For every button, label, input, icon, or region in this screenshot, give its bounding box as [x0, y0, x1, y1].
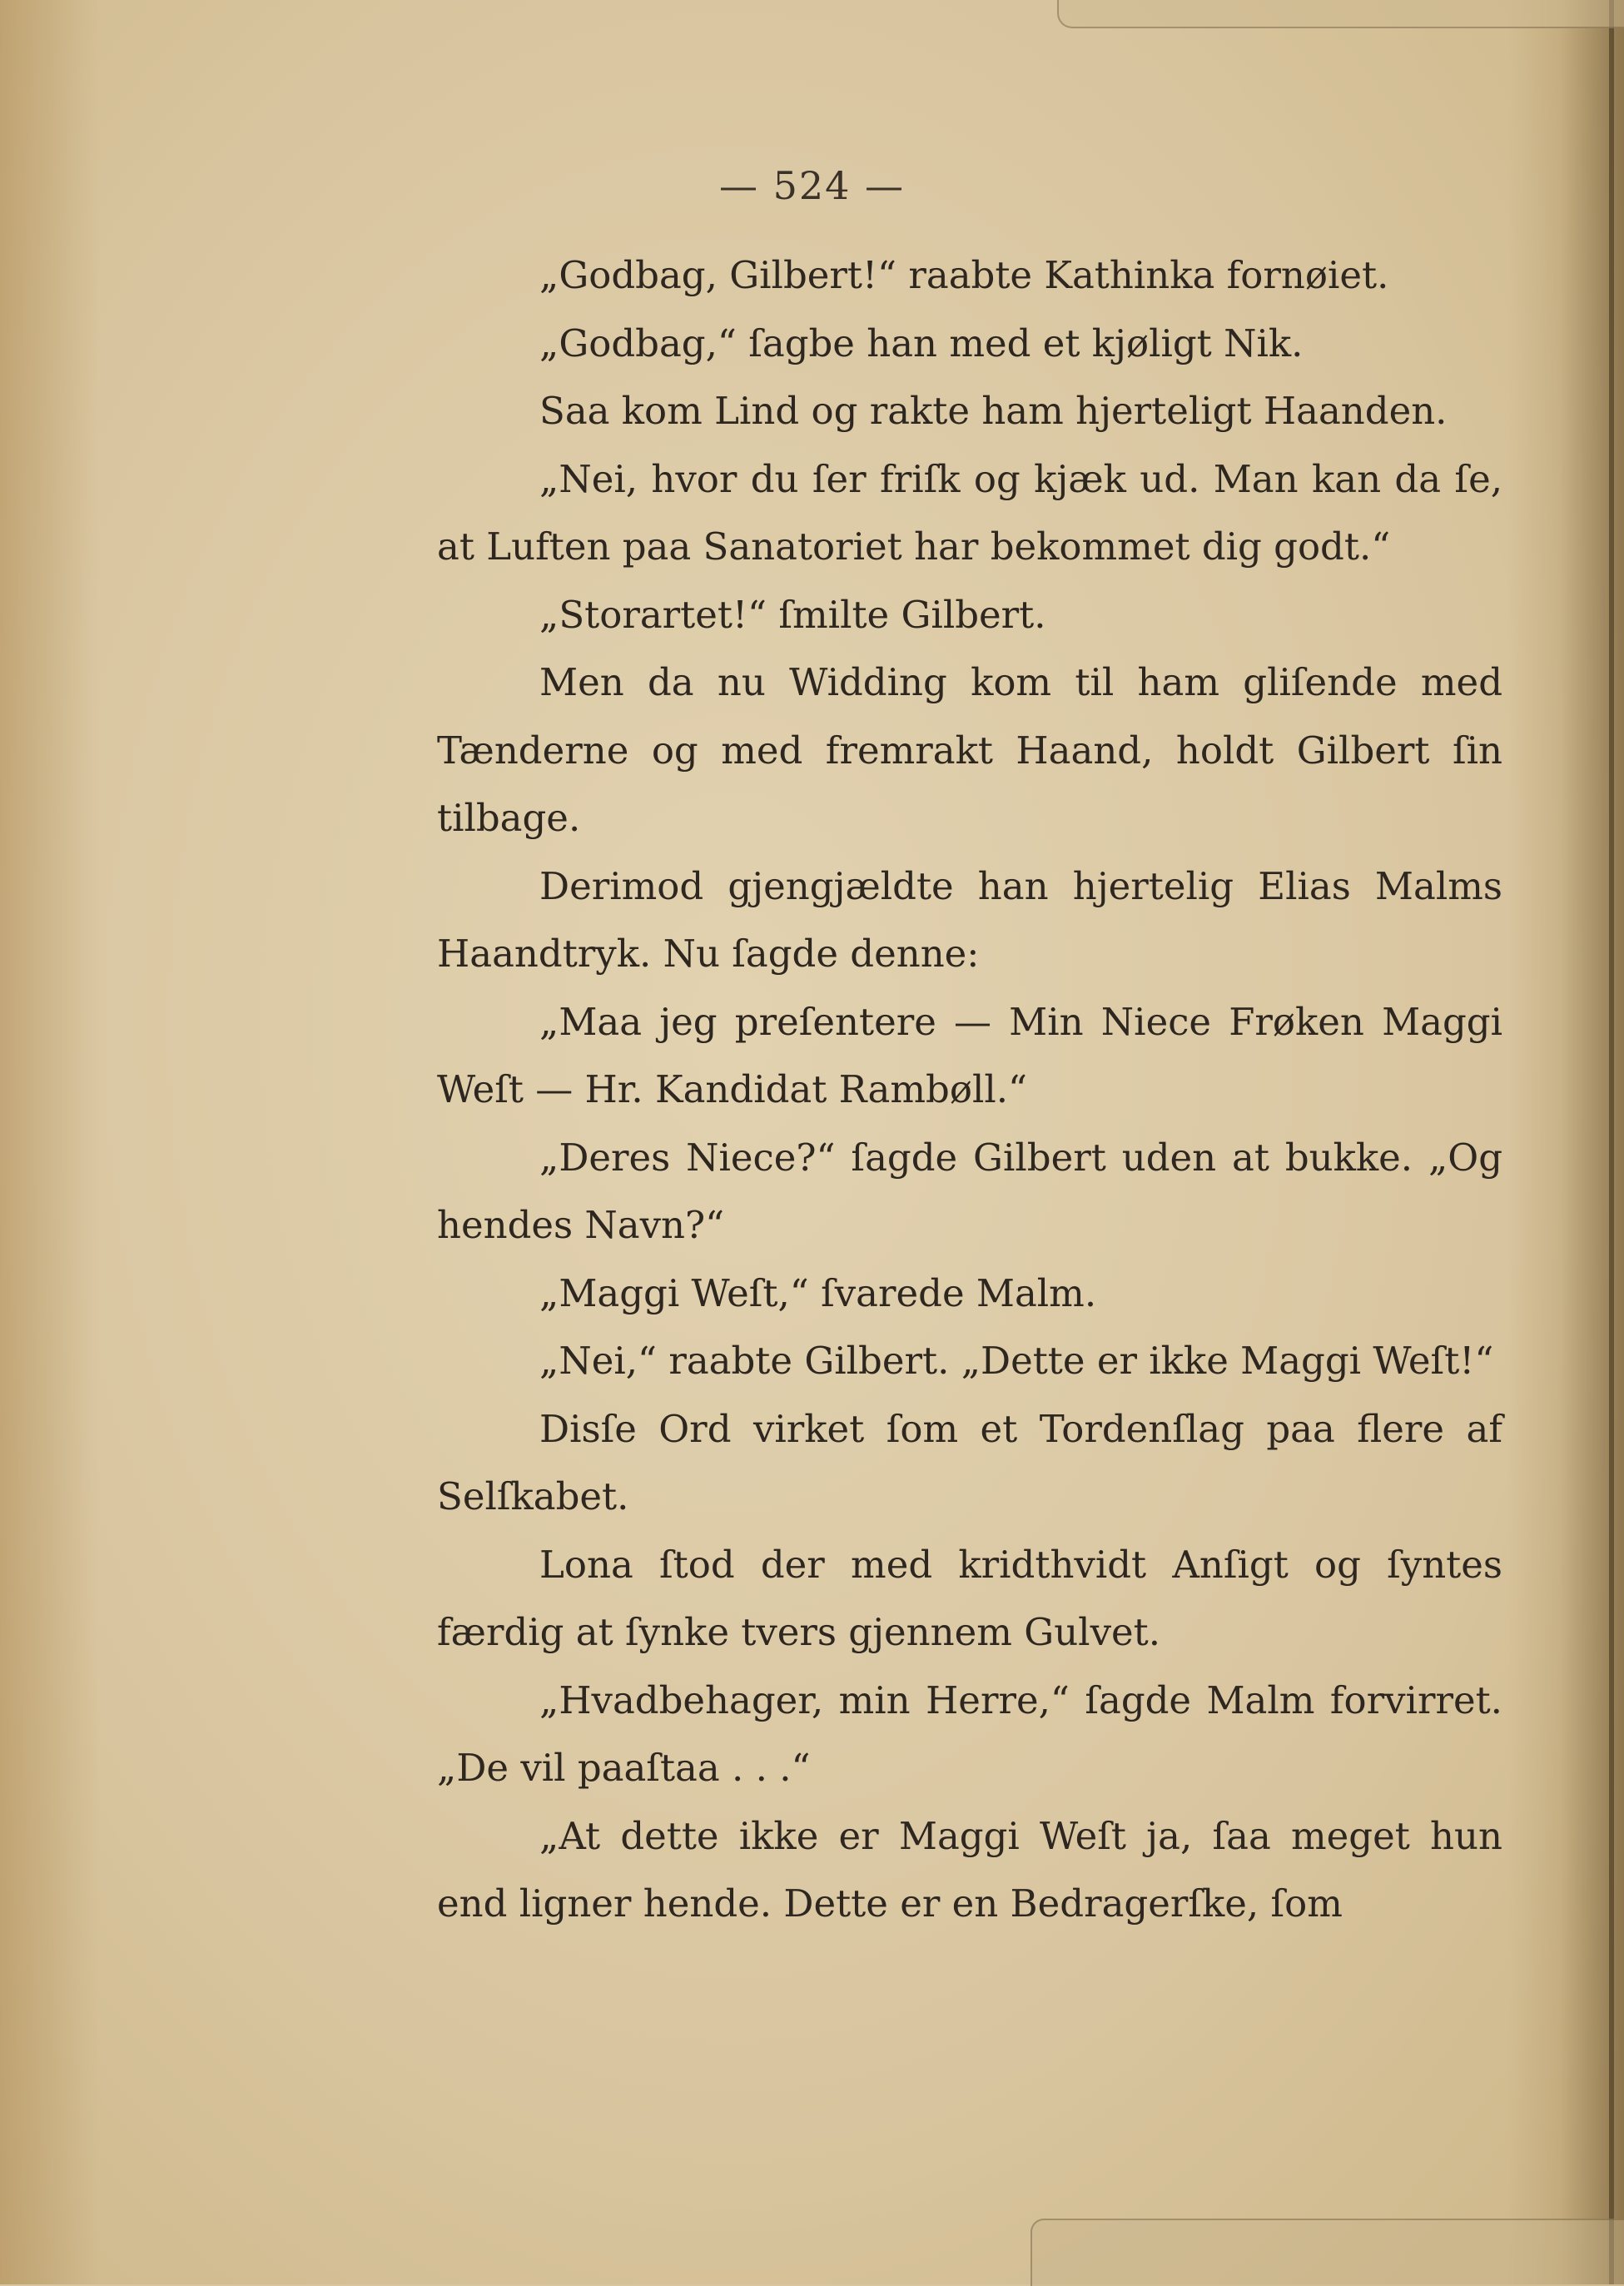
page-number: — 524 —: [718, 163, 906, 208]
paragraph: „Hvadbehager, min Herre,“ ſagde Malm forvirret. „De vil paaſtaa . . .“: [437, 1677, 1502, 1790]
top-paper-flap: [1057, 0, 1624, 28]
paragraph: „Godbag, Gilbert!“ raabte Kathinka fornøiet.: [539, 253, 1389, 297]
bottom-paper-flap: [1031, 2219, 1624, 2286]
paragraph: „At dette ikke er Maggi Weſt ja, ſaa meget hun end ligner hende. Dette er en Bedragerſke, ſom: [437, 1813, 1502, 1926]
paragraph: Men da nu Widding kom til ham gliſende med Tænderne og med fremrakt Haand, holdt Gilbert ſin tilbage.: [437, 660, 1502, 840]
paragraph: „Godbag,“ ſagbe han med et kjøligt Nik.: [539, 321, 1304, 365]
paragraph: „Maa jeg preſentere — Min Niece Frøken Maggi Weſt — Hr. Kandidat Rambøll.“: [437, 999, 1502, 1111]
paragraph: „Deres Niece?“ ſagde Gilbert uden at bukke. „Og hendes Navn?“: [437, 1135, 1502, 1247]
page-right-shading: [1507, 0, 1624, 2284]
paragraph: Saa kom Lind og rakte ham hjerteligt Haanden.: [539, 389, 1448, 433]
paragraph: „Nei,“ raabte Gilbert. „Dette er ikke Maggi Weſt!“: [539, 1339, 1494, 1383]
body-text: [437, 241, 1502, 1938]
paragraph: „Storartet!“ ſmilte Gilbert.: [539, 592, 1046, 637]
paragraph: Derimod gjengjældte han hjertelig Elias Malms Haandtryk. Nu ſagde denne:: [437, 863, 1502, 976]
paragraph: „Nei, hvor du ſer friſk og kjæk ud. Man kan da ſe, at Luften paa Sanatoriet har bekommet dig godt.“: [437, 456, 1502, 569]
page-left-shading: [0, 0, 100, 2284]
paragraph: Lona ſtod der med kridthvidt Anſigt og ſyntes færdig at ſynke tvers gjennem Gulvet.: [437, 1542, 1502, 1654]
paragraph: „Maggi Weſt,“ ſvarede Malm.: [539, 1270, 1097, 1315]
paragraph: Disſe Ord virket ſom et Tordenſlag paa flere af Selſkabet.: [437, 1406, 1502, 1518]
page-spine-edge: [1609, 0, 1614, 2284]
